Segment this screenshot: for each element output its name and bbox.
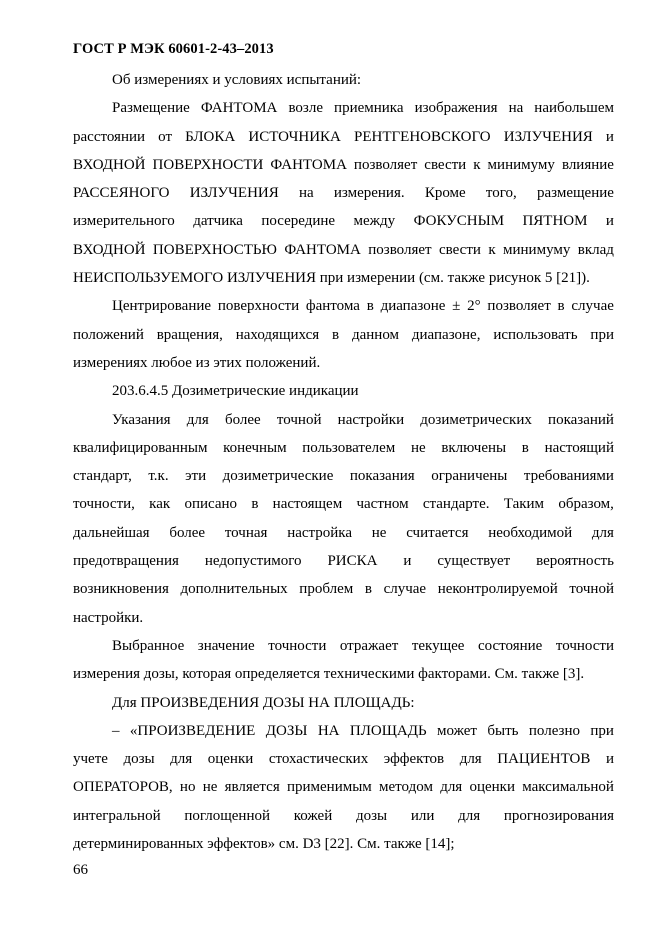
text-line [73,547,614,575]
word: при [590,722,614,739]
word: случае [571,298,614,315]
word: «ПРОИЗВЕДЕНИЕ [129,722,256,739]
text-line: Об измерениях и условиях испытаний: [112,72,362,88]
word: в [332,326,340,343]
section-heading-dosimetric-indications [73,377,614,405]
word: НА [317,722,340,739]
word: в [521,439,529,456]
word: наибольшем [534,100,614,117]
word: ПАЦИЕНТОВ [497,751,591,768]
word: эти [185,468,207,485]
word: ДОЗЫ [265,722,308,739]
word: учете [73,751,108,768]
word: свести [438,241,481,258]
word: ПОВЕРХНОСТЬЮ [152,241,277,258]
text-line [73,406,614,434]
text-line: измерениях любое из этих положений. [73,354,321,371]
word: проблем [299,581,354,598]
word: отражает [339,637,399,654]
word: ФОКУСНЫМ [413,213,505,230]
word: точности [268,637,327,654]
paragraph-dap-intro [73,689,614,717]
document-body [73,66,614,858]
text-line: Для ПРОИЗВЕДЕНИЯ ДОЗЫ НА ПЛОЩАДЬ: [112,694,415,711]
word: необходимой [488,524,573,541]
word: датчика [193,213,243,230]
word: ОПЕРАТОРОВ, [73,779,173,796]
word: образом, [558,496,614,513]
word: настройки [337,411,405,428]
word: для [459,751,482,768]
word: не [410,439,426,456]
text-line [73,490,614,518]
word: т.к. [148,468,169,485]
word: в [366,298,374,315]
word: ПЛОЩАДЬ [349,722,427,739]
word: полезно [528,722,580,739]
paragraph-dosimetric-adjustment [73,406,614,632]
text-line [73,632,614,660]
word: ФАНТОМА [270,156,347,173]
text-line: 203.6.4.5 Дозиметрические индикации [112,383,359,400]
text-line [73,802,614,830]
word: и [605,128,614,145]
word: дальнейшая [73,524,150,541]
text-line: НЕИСПОЛЬЗУЕМОГО ИЗЛУЧЕНИЯ при измерении (см. также рисунок 5 [21]). [73,270,590,287]
word: для [458,807,481,824]
word: пользователем [302,439,396,456]
word: является [224,779,280,796]
word: расстоянии [73,128,146,145]
word: быть [487,722,519,739]
word: РЕНТГЕНОВСКОГО [354,128,491,145]
text-line [73,717,614,745]
word: дозы [123,751,155,768]
list-item-dap [73,717,614,858]
word: значение [197,637,255,654]
word: Выбранное [112,637,185,654]
word: использовать [493,326,578,343]
word: дозиметрические [222,468,334,485]
word: возникновения [73,581,169,598]
word: влияние [561,156,614,173]
word: эффектов [383,751,445,768]
word: применимым [286,779,372,796]
word: точной [569,581,614,598]
word: конечным [223,439,287,456]
word: того, [485,185,517,202]
word: описано [184,496,238,513]
word: ВХОДНОЙ [73,156,146,173]
word: не [371,524,387,541]
word: ВХОДНОЙ [73,241,146,258]
text-line [73,151,614,179]
word: измерения. [333,185,405,202]
word: позволяет [487,298,551,315]
word: максимальной [522,779,614,796]
word: предотвращения [73,553,179,570]
word: ПОВЕРХНОСТИ [152,156,264,173]
text-line: детерминированных эффектов» см. D3 [22]. См. также [14]; [73,836,455,853]
word: диапазоне, [411,326,481,343]
word: дозиметрических [420,411,532,428]
word: ИЗЛУЧЕНИЯ [503,128,593,145]
text-line [73,462,614,490]
word: в [251,496,259,513]
word: оценки [207,751,254,768]
word: точности [555,637,614,654]
text-line [73,123,614,151]
word: изображения [414,100,498,117]
word: на [508,100,524,117]
word: показаний [548,411,614,428]
word: как [149,496,171,513]
word: для [440,779,463,796]
text-line [73,519,614,547]
word: методом [379,779,433,796]
paragraph-phantom-centering [73,292,614,377]
word: БЛОКА [185,128,236,145]
word: дополнительных [180,581,288,598]
word: включены [441,439,507,456]
word: и [403,553,412,570]
word: более [224,411,261,428]
word: кожей [293,807,333,824]
standard-header: ГОСТ Р МЭК 60601-2-43–2013 [73,41,274,57]
word: более [169,524,206,541]
word: показания [349,468,415,485]
word: Центрирование [112,298,212,315]
text-line: настройки. [73,609,144,626]
word: или [410,807,435,824]
word: ПЯТНОМ [522,213,588,230]
word: случае [383,581,427,598]
word: положений [73,326,144,343]
word: в [364,581,372,598]
text-line: измерения дозы, которая определяется техническими факторами. См. также [3]. [73,666,585,683]
word: ФАНТОМА [200,100,278,117]
word: прогнозирования [503,807,614,824]
paragraph-accuracy-value [73,632,614,689]
word: ИСТОЧНИКА [248,128,341,145]
word: Таким [503,496,545,513]
word: настоящий [544,439,614,456]
word: минимуму [487,156,555,173]
word: измерительного [73,213,175,230]
word: фантома [305,298,360,315]
word: находящихся [235,326,320,343]
word: вероятность [536,553,614,570]
text-line [73,292,614,320]
text-line [73,434,614,462]
word: оценки [469,779,515,796]
word: существует [437,553,511,570]
text-line [73,207,614,235]
word: для [170,751,193,768]
word: но [179,779,196,796]
paragraph-test-conditions-heading [73,66,614,94]
word: свести [424,156,467,173]
text-line [73,745,614,773]
text-line [73,575,614,603]
word: не [202,779,218,796]
text-line [73,773,614,801]
word: возле [288,100,323,117]
word: частном [356,496,409,513]
word: дозы [355,807,388,824]
word: ± [452,298,461,315]
word: Кроме [424,185,466,202]
word: позволяет [368,241,432,258]
text-line [73,94,614,122]
word: стандарт, [73,468,132,485]
word: настоящем [272,496,343,513]
word: вклад [577,241,614,258]
word: текущее [411,637,465,654]
word: – [112,722,120,739]
word: точная [224,524,268,541]
word: для [186,411,209,428]
word: квалифицированным [73,439,208,456]
word: от [158,128,173,145]
word: неконтролируемой [437,581,558,598]
word: точности, [73,496,135,513]
word: РИСКА [327,553,378,570]
word: поверхности [217,298,300,315]
word: 2° [467,298,481,315]
word: считается [406,524,469,541]
word: при [590,326,614,343]
word: требованиями [523,468,614,485]
word: позволяет [353,156,418,173]
word: интегральной [73,807,161,824]
word: вращения, [156,326,223,343]
word: состояние [477,637,543,654]
word: и [605,751,614,768]
word: между [353,213,396,230]
text-line [73,236,614,264]
word: стохастических [268,751,369,768]
word: недопустимого [204,553,302,570]
text-line [73,179,614,207]
word: стандарте. [422,496,490,513]
word: размещение [536,185,614,202]
word: поглощенной [184,807,271,824]
word: к [473,156,481,173]
word: в [557,298,565,315]
word: ограничены [431,468,508,485]
word: может [436,722,477,739]
word: посередине [261,213,336,230]
word: ФАНТОМА [284,241,361,258]
word: минимуму [503,241,571,258]
page-number: 66 [73,862,88,878]
word: ИЗЛУЧЕНИЯ [189,185,279,202]
word: Указания [112,411,171,428]
word: приемника [334,100,404,117]
word: данном [351,326,400,343]
word: к [488,241,496,258]
text-line [73,321,614,349]
word: РАССЕЯНОГО [73,185,170,202]
word: точной [276,411,322,428]
word: диапазоне [380,298,446,315]
word: на [298,185,314,202]
word: Размещение [112,100,190,117]
word: настройка [287,524,353,541]
paragraph-phantom-placement [73,94,614,292]
word: и [605,213,614,230]
word: для [591,524,614,541]
